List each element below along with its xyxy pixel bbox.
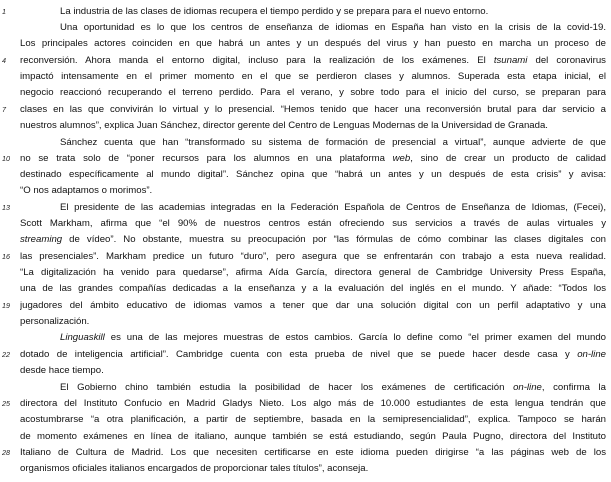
text-line: directora del Instituto Confucio en Madrid Gladys Nieto. Los algo más de 10.000 estudiantes de esta lengua tendrán que bbox=[20, 398, 606, 409]
text-run: , confirma la bbox=[541, 382, 606, 393]
text-line: destinado específicamente al mundo digital”. Sánchez opina que “habrá un antes y un después de esta crisis” y avisa: bbox=[20, 169, 606, 180]
text-line: desde hace tiempo. bbox=[20, 365, 104, 376]
italic-term: tsunami bbox=[493, 55, 528, 66]
text-line: jugadores del ámbito educativo de idiomas vamos a tener que dar una solución digital con un perfil adaptativo y una bbox=[20, 300, 606, 311]
text-line bbox=[20, 234, 606, 245]
text-line: Sánchez cuenta que han “transformado su sistema de formación de presencial a virtual”, aunque advierte de que bbox=[60, 137, 606, 148]
text-run: de vídeo”. No obstante, muestra su preocupación por “las fórmulas de cómo combinar las clases digitales con bbox=[62, 234, 606, 245]
italic-term: Linguaskill bbox=[60, 332, 105, 343]
line-number: 4 bbox=[2, 56, 6, 65]
text-line bbox=[20, 55, 606, 66]
text-run: reconversión. Ahora manda el entorno digital, incluso para la realización de los exámenes. El bbox=[20, 55, 494, 66]
text-run: del coronavirus bbox=[527, 55, 606, 66]
italic-term: on-line bbox=[513, 382, 542, 393]
line-number: 25 bbox=[2, 399, 10, 408]
line-number: 28 bbox=[2, 448, 10, 457]
text-line bbox=[20, 332, 606, 343]
line-number: 13 bbox=[2, 203, 10, 212]
text-run: es una de las mejores muestras de estos cambios. García lo define como “el primer examen del mundo bbox=[104, 332, 606, 343]
text-line: negocio reaccionó recuperando el terreno perdido. Para el verano, y sobre todo para el inicio del curso, se preparan para bbox=[20, 87, 606, 98]
text-line: impactó intensamente en el primer momento en el que se perdieron clases y alumnos. Superada esta etapa inicial, el bbox=[20, 71, 606, 82]
text-line: El presidente de las academias integradas en la Federación Española de Centros de Enseñanza de Idiomas, (Fecei), bbox=[60, 202, 606, 213]
text-line: las presenciales”. Markham predice un futuro “duro”, pero asegura que se enfrentarán con trabajo a esta nueva realidad. bbox=[20, 251, 606, 262]
text-line: acostumbrarse “a otra planificación, a partir de septiembre, basada en la semipresencialidad”, explica. Tampoco se harán bbox=[20, 414, 606, 425]
text-line: Una oportunidad es lo que los centros de enseñanza de idiomas en España han visto en la crisis de la covid-19. bbox=[60, 22, 606, 33]
text-run: El Gobierno chino también estudia la posibilidad de hacer los exámenes de certificación bbox=[60, 382, 514, 393]
text-line bbox=[20, 349, 606, 360]
text-line: Los principales actores coinciden en que habrá un antes y un después del virus y han puesto en marcha un proceso de bbox=[20, 38, 606, 49]
text-line: “O nos adaptamos o morimos”. bbox=[20, 185, 153, 196]
text-line: Italiano de Cultura de Madrid. Los que necesiten certificarse en este idioma pueden dirigirse “a las páginas web de los bbox=[20, 447, 606, 458]
text-line: “La digitalización ha venido para quedarse”, afirma Aída García, directora general de Cambridge University Press España, bbox=[20, 267, 606, 278]
line-number: 10 bbox=[2, 154, 10, 163]
text-run: , sino de crear un producto de calidad bbox=[410, 153, 606, 164]
text-line: Scott Markham, afirma que “el 90% de nuestros centros están ofreciendo sus servicios a través de aulas virtuales y bbox=[20, 218, 606, 229]
text-line bbox=[20, 153, 606, 164]
text-run: dotado de inteligencia artificial”. Cambridge cuenta con esta prueba de nivel que se puede hacer desde casa y bbox=[20, 349, 578, 360]
italic-term: web bbox=[392, 153, 411, 164]
text-line: La industria de las clases de idiomas recupera el tiempo perdido y se prepara para el nuevo entorno. bbox=[60, 6, 489, 17]
line-number: 22 bbox=[2, 350, 10, 359]
text-line: personalización. bbox=[20, 316, 90, 327]
line-number: 19 bbox=[2, 301, 10, 310]
line-number: 7 bbox=[2, 105, 6, 114]
text-run: no se trata solo de “poner recursos para los alumnos en una plataforma bbox=[20, 153, 393, 164]
text-line: clases en las que convivirán lo virtual y lo presencial. “Hemos tenido que hacer una reconversión brutal para dar servicio a bbox=[20, 104, 606, 115]
italic-term: streaming bbox=[20, 234, 63, 245]
text-line bbox=[20, 382, 606, 393]
text-line: organismos oficiales italianos encargados de proporcionar tales títulos”, aconseja. bbox=[20, 463, 369, 474]
text-line: de momento exámenes en línea de italiano, aunque también se está estudiando, según Paula Pugno, directora del Instituto bbox=[20, 431, 606, 442]
line-number: 1 bbox=[2, 7, 6, 16]
text-line: nuestros alumnos”, explica Juan Sánchez, director gerente del Centro de Lenguas Modernas de la Universidad de Granada. bbox=[20, 120, 548, 131]
line-number: 16 bbox=[2, 252, 10, 261]
italic-term: on-line bbox=[577, 349, 606, 360]
text-line: una de las grandes compañías dedicadas a la enseñanza y a la evaluación del inglés en el mundo. Y añade: “Todos los bbox=[20, 283, 606, 294]
